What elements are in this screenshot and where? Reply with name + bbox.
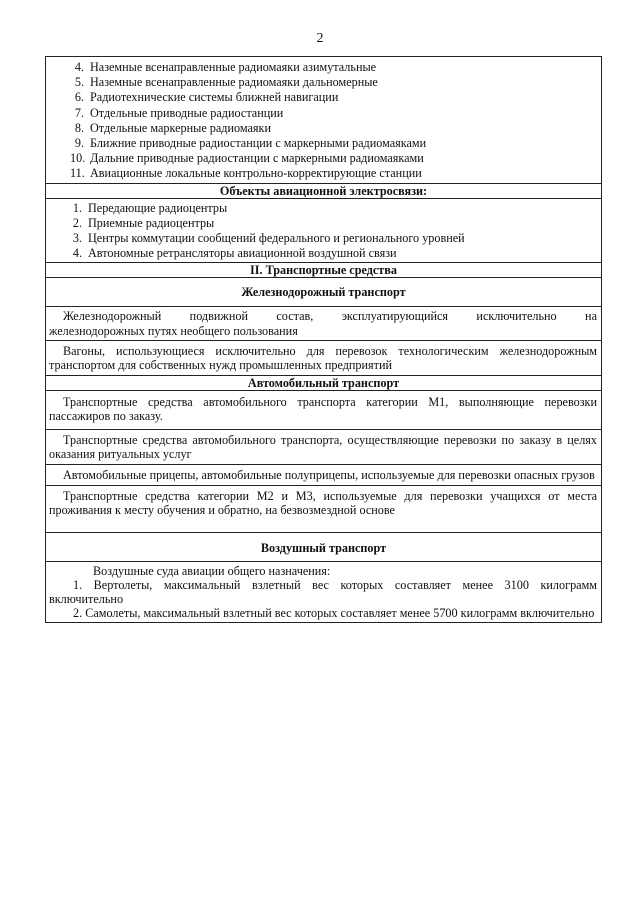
list-item: 1. Передающие радиоцентры	[72, 200, 228, 215]
list-item: 8. Отдельные маркерные радиомаяки	[74, 120, 271, 135]
railway-item: Железнодорожный подвижной состав, эксплуатирующийся исключительно на железнодорожных путях необщего пользования	[46, 306, 601, 339]
list-item: 3. Центры коммутации сообщений федерального и регионального уровней	[72, 231, 465, 246]
road-item: Автомобильные прицепы, автомобильные полуприцепы, используемые для перевозки опасных грузов	[46, 464, 601, 485]
list-item: 5. Наземные всенаправленные радиомаяки дальномерные	[74, 75, 378, 90]
road-heading: Автомобильный транспорт	[46, 375, 601, 390]
list-item: 9. Ближние приводные радиостанции с маркерными радиомаяками	[74, 136, 427, 151]
telecom-list	[46, 198, 601, 263]
road-item: Транспортные средства автомобильного транспорта, осуществляющие перевозки по заказу в целях оказания ритуальных услуг	[46, 429, 601, 464]
list-item: 4. Автономные ретрансляторы авиационной воздушной связи	[72, 246, 397, 261]
list-item: 7. Отдельные приводные радиостанции	[74, 105, 284, 120]
air-heading: Воздушный транспорт	[46, 532, 601, 561]
transport-objects-table	[45, 56, 602, 623]
telecom-heading: Объекты авиационной электросвязи:	[46, 183, 601, 198]
list-item: 10. Дальние приводные радиостанции с маркерными радиомаяками	[70, 151, 424, 166]
list-item: 11. Авиационные локальные контрольно-корректирующие станции	[70, 166, 422, 181]
railway-item: Вагоны, использующиеся исключительно для перевозок технологическим железнодорожным транспортом для собственных нужд промышленных предприятий	[46, 340, 601, 375]
section-title: II. Транспортные средства	[46, 262, 601, 277]
list-item: 6. Радиотехнические системы ближней навигации	[74, 90, 339, 105]
railway-item-line: Железнодорожный подвижной состав, эксплуатирующийся исключительно на	[63, 309, 597, 324]
list-item: 2. Приемные радиоцентры	[72, 215, 215, 230]
railway-heading: Железнодорожный транспорт	[46, 277, 601, 306]
page-number: 2	[316, 31, 324, 46]
radio-beacons-list	[46, 57, 601, 183]
air-body: Воздушные суда авиации общего назначения: 1. Вертолеты, максимальный взлетный вес которых составляет менее 3100 килограмм включительно 2. Самолеты, максимальный взлетный вес которых составляет менее 5700 килограмм включительно	[46, 561, 601, 622]
list-item: 4. Наземные всенаправленные радиомаяки азимутальные	[74, 60, 377, 74]
road-item: Транспортные средства автомобильного транспорта категории М1, выполняющие перевозки пассажиров по заказу.	[46, 390, 601, 428]
road-item: Транспортные средства категории М2 и М3, используемые для перевозки учащихся от места проживания к месту обучения и обратно, на безвозмездной основе	[46, 485, 601, 531]
